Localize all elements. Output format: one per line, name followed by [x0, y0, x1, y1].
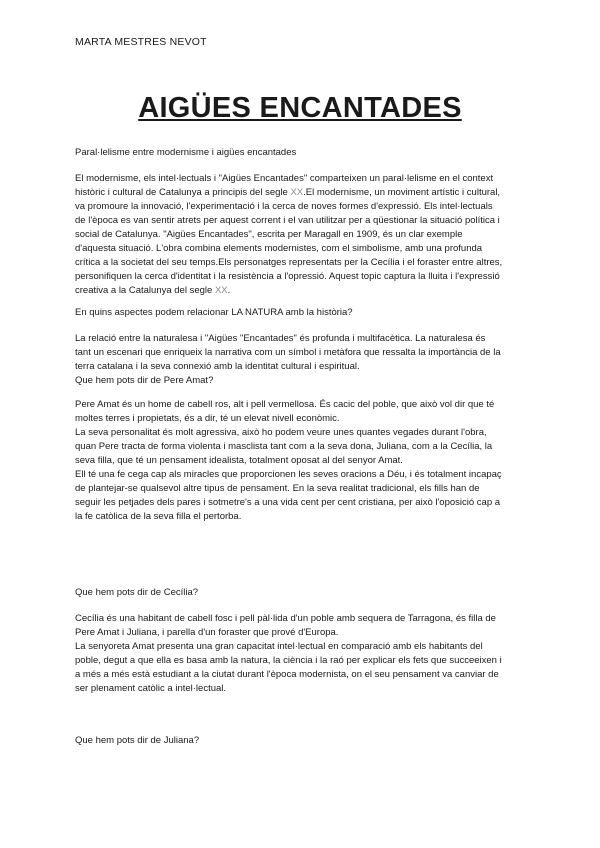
paragraph-line: quan Pere tracta de forma violenta i masclista tant com a la seva dona, Juliana, com a la Cecília, la: [75, 441, 493, 452]
heading-juliana-text: Que hem pots dir de Juliana?: [75, 735, 200, 746]
paragraph-line: va promoure la innovació, l'experimentació i la cerca de noves formes d'expressió. Els intel·lectuals: [75, 201, 493, 212]
paragraph-line: Pere Amat és un home de cabell ros, alt i pell vermellosa. És cacic del poble, que això vol dir que té: [75, 399, 495, 410]
line-segment: creativa a la Catalunya del segle: [75, 285, 215, 296]
line-segment: històric i cultural de Catalunya a principis del segle: [75, 187, 291, 198]
line-segment: .: [227, 285, 231, 296]
paragraph-line: de plantejar-se qualsevol altre tipus de pensament. En la seva realitat tradicional, els fills han de: [75, 483, 480, 494]
paragraph-line: [75, 186, 530, 200]
page-title: AIGÜES ENCANTADES: [138, 92, 462, 124]
heading-nature-text: En quins aspectes podem relacionar LA NATURA amb la història?: [75, 307, 353, 318]
heading-pere-amat: Que hem pots dir de Pere Amat?: [75, 375, 214, 386]
heading-juliana: [75, 734, 530, 748]
heading-cecilia: [75, 586, 530, 600]
paragraph-line: seva filla, que té un pensament idealista, totalment oposat al del senyor Amat.: [75, 455, 403, 466]
paragraph-line: seguir les petjades dels pares i sotmetre's a una vida cent per cent cristiana, per això l'oposició cap a: [75, 497, 501, 508]
paragraph-line: La seva personalitat és molt agressiva, això ho podem veure unes quantes vegades durant l'obra,: [75, 427, 487, 438]
paragraph-line: La relació entre la naturalesa i "Aigües "Encantades" és profunda i multifacètica. La naturalesa és: [75, 333, 486, 344]
paragraph-line: Pere Amat i Juliana, i parella d'un foraster que prové d'Europa.: [75, 627, 339, 638]
paragraph-line: tant un escenari que enriqueix la narrativa com un símbol i metàfora que ressalta la importància de la: [75, 347, 501, 358]
paragraph-line: la fe catòlica de la seva filla el pertorba.: [75, 511, 242, 522]
century-numeral: XX: [290, 187, 304, 198]
paragraph-line: social de Catalunya. "Aigües Encantades", escrita per Maragall en 1909, és un clar exemple: [75, 229, 463, 240]
paragraph-line: Cecília és una habitant de cabell fosc i pell pàl·lida d'un poble amb sequera de Tarragona, és filla de: [75, 613, 496, 624]
paragraph-nature: [75, 332, 530, 388]
heading-cecilia-text: Que hem pots dir de Cecília?: [75, 587, 199, 598]
century-numeral: XX: [214, 285, 228, 296]
heading-nature: [75, 306, 530, 320]
paragraph-line: La senyoreta Amat presenta una gran capacitat intel·lectual en comparació amb els habitants del: [75, 641, 483, 652]
paragraph-line: d'aquesta situació. L'obra combina elements modernistes, com el simbolisme, amb una profunda: [75, 243, 483, 254]
paragraph-line: moltes terres i propietats, és a dir, té un elevat nivell econòmic.: [75, 413, 340, 424]
paragraph-line: de l'època es van sentir atrets per aquest corrent i el van utilitzar per a qüestionar la situació política i: [75, 215, 500, 226]
paragraph-line: crítica a la societat del seu temps.Els personatges representats per la Cecília i el foraster entre altres,: [75, 257, 503, 268]
heading-parallelism: [75, 146, 530, 160]
paragraph-line: a més a més està estudiant a la ciutat durant l'època modernista, on el seu pensament va canviar de: [75, 669, 499, 680]
paragraph-modernism: [75, 172, 530, 298]
paragraph-line: El modernisme, els intel·lectuals i "Aigües Encantades" comparteixen un paral·lelisme en el context: [75, 173, 494, 184]
author-name: MARTA MESTRES NEVOT: [75, 36, 207, 48]
paragraph-line: poble, degut a que ella es basa amb la natura, la ciència i la raó per explicar els fets que succeeixen i: [75, 655, 502, 666]
paragraph-line: ser plenament catòlic a intel·lectual.: [75, 683, 227, 694]
paragraph-line: [75, 284, 530, 298]
line-segment: .El modernisme, un moviment artístic i cultural,: [303, 187, 501, 198]
heading-parallelism-text: Paral·lelisme entre modernisme i aigües encantades: [75, 147, 297, 158]
paragraph-line: personifiquen la cerca d'identitat i la resistència a l'opressió. Aquest topic captura la lluita i l'expressió: [75, 271, 500, 282]
paragraph-line: terra catalana i la seva connexió amb la identitat cultural i espiritual.: [75, 361, 360, 372]
paragraph-cecilia: [75, 612, 530, 696]
paragraph-pere-amat: [75, 398, 530, 524]
paragraph-line: Ell té una fe cega cap als miracles que proporcionen les seves oracions a Déu, i és totalment incapaç: [75, 469, 502, 480]
